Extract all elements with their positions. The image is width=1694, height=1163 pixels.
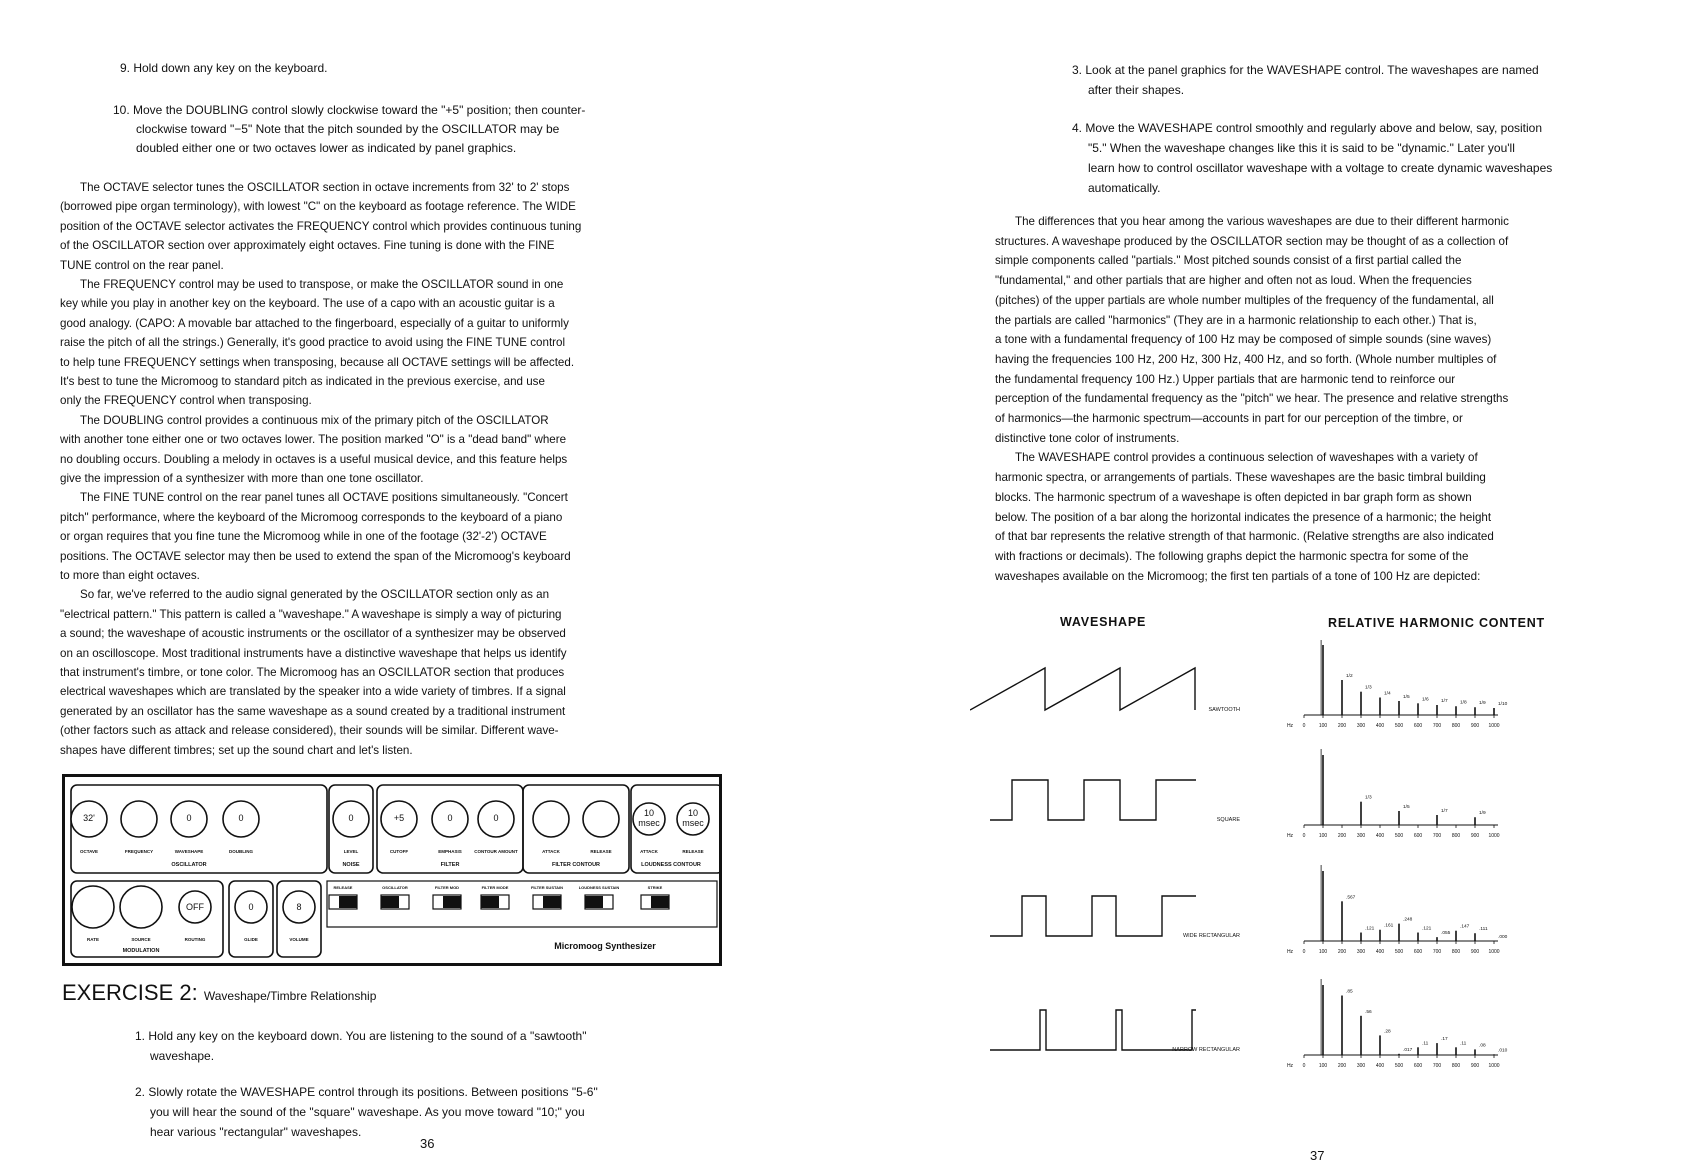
- panel-knob-value: 32': [83, 813, 95, 823]
- switch-label: OSCILLATOR: [382, 885, 408, 890]
- panel-control-label: RELEASE: [590, 849, 612, 854]
- x-tick-label: 600: [1413, 949, 1423, 955]
- panel-knob-value: +5: [393, 813, 405, 823]
- body-line: good analogy. (CAPO: A movable bar attached to the fingerboard, especially of a guitar to uniformly: [60, 316, 569, 330]
- x-tick-label: 600: [1413, 1063, 1423, 1069]
- control-panel-diagram: [62, 774, 722, 966]
- panel-control-label: EMPHASIS: [438, 849, 462, 854]
- switch-label: LOUDNESS SUSTAIN: [578, 885, 620, 890]
- panel-knob-value: msec: [682, 818, 704, 828]
- panel-control-label: WAVESHAPE: [174, 849, 204, 854]
- panel-control-label: CONTOUR AMOUNT: [474, 849, 518, 854]
- x-axis-label: Hz: [1286, 833, 1294, 839]
- harmonic-bar-label: 1/5: [1403, 805, 1410, 810]
- spectrum-row: [990, 749, 1500, 839]
- x-tick-label: 1000: [1488, 723, 1500, 729]
- x-tick-label: 0: [1302, 833, 1306, 839]
- panel-control-label: RATE: [87, 937, 99, 942]
- body-line: (borrowed pipe organ terminology), with lowest "C" on the keyboard as footage reference. The WIDE: [60, 200, 576, 214]
- narrow-rect-wave: [990, 1010, 1196, 1050]
- panel-graphic: [65, 777, 719, 963]
- switch-knob: [543, 896, 561, 908]
- body-line: on an oscilloscope. Most traditional instruments have a distinctive waveshape that helps us identify: [60, 646, 567, 660]
- panel-control-label: VOLUME: [289, 937, 309, 942]
- harmonic-bar-label: .010: [1498, 1048, 1508, 1054]
- x-tick-label: 1000: [1488, 949, 1500, 955]
- exercise-title: EXERCISE 2: Waveshape/Timbre Relationship: [62, 980, 377, 1005]
- x-tick-label: 900: [1470, 833, 1480, 839]
- body-line: generated by an oscillator has the same waveshape as a sound created by a traditional instrument: [60, 704, 566, 718]
- x-tick-label: 300: [1356, 723, 1366, 729]
- panel-knob-value: 0: [493, 813, 499, 823]
- x-tick-label: 100: [1318, 949, 1328, 955]
- panel-control-label: SOURCE: [131, 937, 151, 942]
- body-line: key while you play in another key on the keyboard. The use of a capo with an acoustic guitar is a: [60, 297, 555, 311]
- x-tick-label: 400: [1375, 833, 1385, 839]
- brand-logo: Micromoog Synthesizer: [554, 941, 656, 951]
- x-tick-label: 700: [1432, 949, 1442, 955]
- body-line: a tone with a fundamental frequency of 100 Hz may be composed of simple sounds (sine waves): [995, 333, 1492, 347]
- panel-knob: [120, 886, 162, 928]
- switch-knob: [443, 896, 461, 908]
- x-tick-label: 1000: [1488, 1063, 1500, 1069]
- harmonic-bar-label: .147: [1460, 924, 1470, 930]
- body-line: structures. A waveshape produced by the OSCILLATOR section may be thought of as a collection of: [995, 234, 1509, 248]
- panel-knob-value: msec: [638, 818, 660, 828]
- panel-control-label: DOUBLING: [229, 849, 253, 854]
- body-line: electrical waveshapes which are translated by the speaker into a wide variety of timbres. If a signal: [60, 685, 566, 699]
- harmonic-bar-label: .28: [1384, 1029, 1391, 1035]
- body-line: distinctive tone color of instruments.: [995, 431, 1180, 445]
- waveshape-name: WIDE RECTANGULAR: [1182, 933, 1240, 939]
- panel-control-label: CUTOFF: [389, 849, 409, 854]
- body-line: to help tune FREQUENCY settings when transposing, because all OCTAVE settings will be affected.: [60, 355, 575, 369]
- x-tick-label: 400: [1375, 949, 1385, 955]
- panel-knob: [583, 801, 619, 837]
- body-line: The DOUBLING control provides a continuous mix of the primary pitch of the OSCILLATOR: [80, 413, 549, 427]
- x-tick-label: 200: [1337, 833, 1347, 839]
- spectrum-row: [990, 979, 1508, 1069]
- x-tick-label: 800: [1451, 949, 1461, 955]
- harmonic-bar-label: .56: [1365, 1009, 1372, 1015]
- waveshape-name: SQUARE: [1216, 817, 1240, 823]
- exercise-subtitle: Waveshape/Timbre Relationship: [203, 989, 377, 1003]
- x-tick-label: 800: [1451, 1063, 1461, 1069]
- body-line: perception of the fundamental frequency as the "pitch" we hear. The presence and relative strengths: [995, 392, 1509, 406]
- body-line: harmonic spectra, or arrangements of partials. These waveshapes are the basic timbral building: [995, 471, 1486, 485]
- body-line: positions. The OCTAVE selector may then be used to extend the span of the Micromoog's keyboard: [60, 549, 571, 563]
- body-line: The FINE TUNE control on the rear panel tunes all OCTAVE positions simultaneously. "Concert: [80, 491, 568, 505]
- harmonic-bar-label: 1/7: [1441, 808, 1448, 814]
- panel-control-label: OCTAVE: [79, 849, 99, 854]
- harmonic-bar-label: 1/3: [1365, 685, 1372, 691]
- x-tick-label: 300: [1356, 949, 1366, 955]
- switch-knob: [381, 896, 399, 908]
- harmonic-bar-label: .17: [1441, 1037, 1448, 1043]
- panel-knob: [72, 886, 114, 928]
- body-line: position of the OCTAVE selector activates the FREQUENCY control which provides continuous tuning: [60, 219, 582, 233]
- body-line: pitch" performance, where the keyboard of the Micromoog corresponds to the keyboard of a piano: [60, 510, 563, 524]
- harmonic-chart: [970, 640, 1610, 1100]
- panel-section-label: FILTER: [440, 862, 460, 868]
- switch-label: RELEASE: [333, 885, 353, 890]
- sawtooth-wave: [970, 668, 1195, 710]
- x-tick-label: 800: [1451, 723, 1461, 729]
- body-line: (other factors such as attack and release considered), their sounds will be similar. Different wave-: [60, 724, 559, 738]
- harmonic-bar-label: .121: [1422, 926, 1432, 932]
- square-wave: [990, 780, 1196, 820]
- panel-knob-value: 0: [447, 813, 453, 823]
- harmonic-column-header: RELATIVE HARMONIC CONTENT: [1328, 616, 1545, 630]
- panel-section-label: OSCILLATOR: [171, 862, 207, 868]
- panel-knob-value: 0: [348, 813, 354, 823]
- harmonic-bar-label: .11: [1422, 1041, 1429, 1047]
- x-axis-label: Hz: [1286, 723, 1294, 729]
- x-tick-label: 700: [1432, 833, 1442, 839]
- panel-knob-value: 0: [248, 902, 254, 912]
- harmonic-bar-label: 1/5: [1403, 695, 1410, 700]
- panel-knob: [121, 801, 157, 837]
- panel-control-label: ROUTING: [184, 937, 206, 942]
- page-number-36: 36: [420, 1136, 435, 1151]
- body-line: The differences that you hear among the various waveshapes are due to their different harmonic: [1015, 215, 1509, 228]
- harmonic-bar-label: 1/9: [1479, 701, 1486, 707]
- switch-label: STRIKE: [647, 885, 663, 890]
- x-tick-label: 500: [1394, 833, 1404, 839]
- x-tick-label: 0: [1302, 949, 1306, 955]
- body-line: of that bar represents the relative strength of that harmonic. (Relative strengths are also indicated: [995, 530, 1494, 544]
- body-line: to more than eight octaves.: [60, 569, 200, 582]
- x-tick-label: 800: [1451, 833, 1461, 839]
- panel-knob-value: 0: [238, 813, 244, 823]
- body-line: having the frequencies 100 Hz, 200 Hz, 300 Hz, 400 Hz, and so forth. (Whole number multiples of: [995, 352, 1497, 366]
- x-tick-label: 900: [1470, 1063, 1480, 1069]
- panel-section-label: MODULATION: [122, 948, 160, 954]
- waveshape-name: NARROW RECTANGULAR: [1172, 1047, 1240, 1053]
- harmonic-bar-label: .08: [1479, 1043, 1486, 1049]
- x-axis-label: Hz: [1286, 1063, 1294, 1069]
- harmonic-bar-label: .85: [1346, 989, 1353, 995]
- x-tick-label: 100: [1318, 833, 1328, 839]
- body-line: only the FREQUENCY control when transposing.: [60, 394, 312, 408]
- x-tick-label: 200: [1337, 1063, 1347, 1069]
- harmonic-bar-label: .055: [1441, 931, 1451, 937]
- body-line: waveshapes available on the Micromoog; the first ten partials of a tone of 100 Hz are depicted:: [995, 569, 1481, 583]
- switch-knob: [651, 896, 669, 908]
- harmonic-bar-label: 1/8: [1460, 700, 1467, 706]
- x-tick-label: 700: [1432, 723, 1442, 729]
- x-tick-label: 0: [1302, 1063, 1306, 1069]
- waveshape-name: SAWTOOTH: [1208, 707, 1240, 713]
- panel-control-label: FREQUENCY: [124, 849, 154, 854]
- panel-section-label: NOISE: [342, 862, 360, 868]
- body-line: simple components called "partials." Most pitched sounds consist of a first partial called the: [995, 254, 1462, 268]
- harmonic-bar-label: 1/3: [1365, 795, 1372, 801]
- body-line: no doubling occurs. Doubling a melody in octaves is a useful musical device, and this feature helps: [60, 452, 568, 466]
- x-tick-label: 900: [1470, 723, 1480, 729]
- body-line: blocks. The harmonic spectrum of a waveshape is often depicted in bar graph form as shown: [995, 490, 1472, 504]
- body-line: The OCTAVE selector tunes the OSCILLATOR section in octave increments from 32' to 2' stops: [80, 181, 570, 194]
- body-line: give the impression of a synthesizer with more than one tone oscillator.: [60, 472, 424, 485]
- harmonic-bar-label: .11: [1460, 1041, 1467, 1047]
- body-line: the partials are called "harmonics" (They are in a harmonic relationship to each other.) That is,: [995, 313, 1477, 327]
- x-tick-label: 500: [1394, 1063, 1404, 1069]
- body-line: "fundamental," and other partials that are higher and often not as loud. When the frequencies: [995, 274, 1472, 288]
- harmonic-bar-label: 1/10: [1498, 702, 1508, 707]
- x-tick-label: 100: [1318, 1063, 1328, 1069]
- panel-knob-value: 8: [296, 902, 302, 912]
- harmonic-bar-label: 1/7: [1441, 698, 1448, 704]
- harmonic-bar-label: .000: [1498, 935, 1508, 940]
- x-tick-label: 1000: [1488, 833, 1500, 839]
- x-tick-label: 900: [1470, 949, 1480, 955]
- harmonic-bar-label: 1/6: [1422, 697, 1429, 703]
- spectrum-row: [990, 865, 1508, 955]
- x-axis-label: Hz: [1286, 949, 1294, 955]
- page-number-37: 37: [1310, 1148, 1325, 1163]
- step-9: 9. Hold down any key on the keyboard.: [120, 61, 328, 75]
- body-line: that instrument's timbre, or tone color. The Micromoog has an OSCILLATOR section that produces: [60, 666, 565, 679]
- switch-label: FILTER SUSTAIN: [530, 885, 564, 890]
- panel-control-label: ATTACK: [542, 849, 560, 854]
- x-tick-label: 600: [1413, 833, 1423, 839]
- panel-knob: [533, 801, 569, 837]
- harmonic-bar-label: .248: [1403, 917, 1413, 923]
- x-tick-label: 400: [1375, 1063, 1385, 1069]
- panel-section-label: LOUDNESS CONTOUR: [641, 862, 701, 868]
- harmonic-bar-label: .567: [1346, 895, 1356, 901]
- x-tick-label: 500: [1394, 723, 1404, 729]
- x-tick-label: 200: [1337, 723, 1347, 729]
- x-tick-label: 700: [1432, 1063, 1442, 1069]
- switch-knob: [585, 896, 603, 908]
- x-tick-label: 500: [1394, 949, 1404, 955]
- x-tick-label: 200: [1337, 949, 1347, 955]
- panel-knob-value: OFF: [186, 902, 204, 912]
- body-line: "electrical pattern." This pattern is called a "waveshape." A waveshape is simply a way of picturing: [60, 607, 562, 621]
- body-line: raise the pitch of all the strings.) Generally, it's good practice to avoid using the FINE TUNE control: [60, 336, 566, 350]
- harmonic-bar-label: 1/2: [1346, 674, 1353, 679]
- switch-knob: [481, 896, 499, 908]
- panel-control-label: LEVEL: [343, 849, 359, 854]
- waveshape-column-header: WAVESHAPE: [1060, 615, 1147, 629]
- wide-rect-wave: [990, 896, 1196, 936]
- x-tick-label: 100: [1318, 723, 1328, 729]
- x-tick-label: 300: [1356, 833, 1366, 839]
- body-line: or organ requires that you fine tune the Micromoog while in one of the footage (32'-2') OCTAVE: [60, 530, 547, 544]
- body-line: with another tone either one or two octaves lower. The position marked "O" is a "dead band" where: [60, 433, 567, 447]
- switch-label: FILTER MOD: [434, 885, 460, 890]
- body-line: with fractions or decimals). The following graphs depict the harmonic spectra for some of the: [995, 549, 1469, 563]
- x-tick-label: 0: [1302, 723, 1306, 729]
- panel-control-label: ATTACK: [640, 849, 658, 854]
- panel-section-label: FILTER CONTOUR: [551, 862, 601, 868]
- body-line: (pitches) of the upper partials are whole number multiples of the frequency of the fundamental, all: [995, 293, 1494, 307]
- x-tick-label: 600: [1413, 723, 1423, 729]
- harmonic-bar-label: 1/9: [1479, 811, 1486, 817]
- x-tick-label: 300: [1356, 1063, 1366, 1069]
- switch-label: FILTER MODE: [481, 885, 509, 890]
- harmonic-bar-label: .111: [1479, 927, 1488, 933]
- body-line: a sound; the waveshape of acoustic instruments or the oscillator of a synthesizer may be observed: [60, 627, 566, 641]
- body-line: of the OSCILLATOR section over approximately eight octaves. Fine tuning is done with the FINE: [60, 239, 555, 253]
- harmonic-bar-label: .121: [1365, 926, 1375, 932]
- spectrum-row: [970, 640, 1508, 729]
- x-tick-label: 400: [1375, 723, 1385, 729]
- body-line: shapes have different timbres; set up the sound chart and let's listen.: [60, 743, 413, 757]
- harmonic-bar-label: .161: [1384, 923, 1394, 929]
- body-line: The WAVESHAPE control provides a continuous selection of waveshapes with a variety of: [1015, 451, 1478, 465]
- body-line: TUNE control on the rear panel.: [60, 258, 224, 272]
- harmonic-bar-label: .017: [1403, 1047, 1413, 1053]
- body-line: The FREQUENCY control may be used to transpose, or make the OSCILLATOR sound in one: [80, 278, 564, 291]
- switch-knob: [339, 896, 357, 908]
- panel-knob-value: 0: [186, 813, 192, 823]
- panel-control-label: RELEASE: [682, 849, 704, 854]
- body-line: the fundamental frequency 100 Hz.) Upper partials that are harmonic tend to reinforce our: [995, 372, 1456, 386]
- body-line: below. The position of a bar along the horizontal indicates the presence of a harmonic; the height: [995, 510, 1492, 524]
- panel-knob-value: 10: [687, 808, 699, 818]
- body-line: of harmonics—the harmonic spectrum—accounts in part for our perception of the timbre, or: [995, 412, 1463, 425]
- body-line: It's best to tune the Micromoog to standard pitch as indicated in the previous exercise, and use: [60, 375, 545, 388]
- body-line: So far, we've referred to the audio signal generated by the OSCILLATOR section only as an: [80, 588, 550, 602]
- panel-knob-value: 10: [643, 808, 655, 818]
- harmonic-bar-label: 1/4: [1384, 691, 1391, 697]
- panel-control-label: GLIDE: [244, 937, 258, 942]
